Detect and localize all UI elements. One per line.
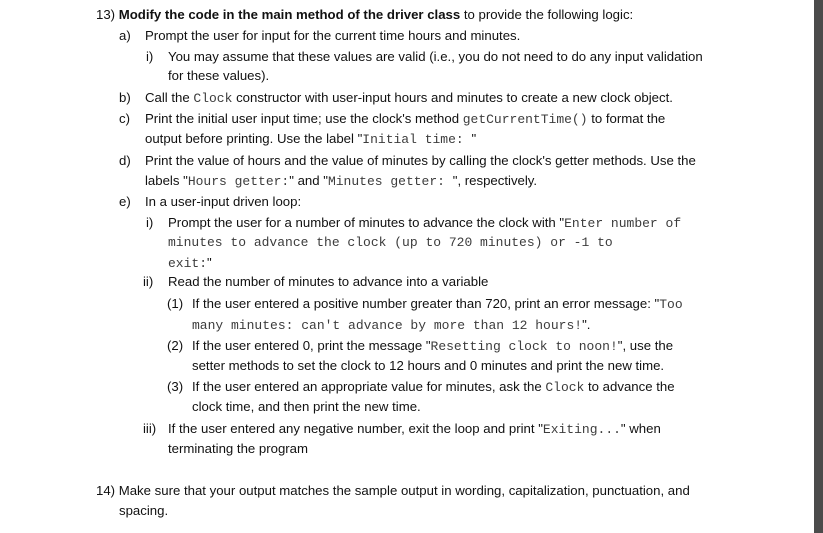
q13-e-iii-line1: If the user entered any negative number, exit the loop and print "Exiting..." when: [168, 421, 661, 437]
q13-e-ii-marker: ii): [143, 274, 154, 289]
q13-heading: 13) Modify the code in the main method of the driver class to provide the following logic:: [96, 7, 634, 22]
q13-a-marker: a): [119, 28, 131, 43]
page-edge-bar: [814, 0, 823, 533]
q13-e-ii-1-line1: If the user entered a positive number greater than 720, print an error message: "Too: [192, 296, 683, 312]
q13-e-ii-1-line2: many minutes: can't advance by more than 12 hours!".: [192, 317, 591, 333]
q13-e-i-line1: Prompt the user for a number of minutes to advance the clock with "Enter number of: [168, 215, 682, 231]
q13-a-i-marker: i): [146, 49, 154, 64]
q13-a-text: Prompt the user for input for the current time hours and minutes.: [145, 28, 521, 43]
q13-e-i-line2: minutes to advance the clock (up to 720 minutes) or -1 to: [168, 235, 613, 250]
q13-e-ii-2-line1: If the user entered 0, print the message "Resetting clock to noon!", use the: [192, 338, 674, 354]
q13-d-marker: d): [119, 153, 131, 168]
q13-e-i-line3: exit:": [168, 255, 212, 271]
q13-e-ii-3-line2: clock time, and then print the new time.: [192, 399, 421, 414]
q14-line2: spacing.: [119, 503, 169, 518]
q13-e-ii-text: Read the number of minutes to advance into a variable: [168, 274, 489, 289]
q13-e-ii-2-line2: setter methods to set the clock to 12 hours and 0 minutes and print the new time.: [192, 358, 665, 373]
q13-c-marker: c): [119, 111, 130, 126]
q13-b-marker: b): [119, 90, 131, 105]
q13-c-line2: output before printing. Use the label "Initial time: ": [145, 131, 477, 147]
q14-line1: 14) Make sure that your output matches the sample output in wording, capitalization, punctuation, and: [96, 483, 690, 498]
q13-e-ii-1-marker: (1): [167, 296, 184, 311]
q13-e-ii-2-marker: (2): [167, 338, 184, 353]
q13-e-text: In a user-input driven loop:: [145, 194, 302, 209]
q13-c-line1: Print the initial user input time; use the clock's method getCurrentTime() to format the: [145, 111, 666, 127]
q13-e-i-marker: i): [146, 215, 154, 230]
q13-e-ii-3-line1: If the user entered an appropriate value for minutes, ask the Clock to advance the: [192, 379, 675, 395]
q13-e-marker: e): [119, 194, 131, 209]
q13-d-line1: Print the value of hours and the value of minutes by calling the clock's getter methods. Use the: [145, 153, 696, 168]
q13-a-i-line1: You may assume that these values are valid (i.e., you do not need to do any input validation: [168, 49, 703, 64]
q13-b-text: Call the Clock constructor with user-input hours and minutes to create a new clock object.: [145, 90, 673, 106]
q13-d-line2: labels "Hours getter:" and "Minutes getter: ", respectively.: [145, 173, 538, 189]
q13-e-ii-3-marker: (3): [167, 379, 184, 394]
q13-e-iii-marker: iii): [143, 421, 157, 436]
q13-a-i-line2: for these values).: [168, 68, 270, 83]
q13-e-iii-line2: terminating the program: [168, 441, 309, 456]
